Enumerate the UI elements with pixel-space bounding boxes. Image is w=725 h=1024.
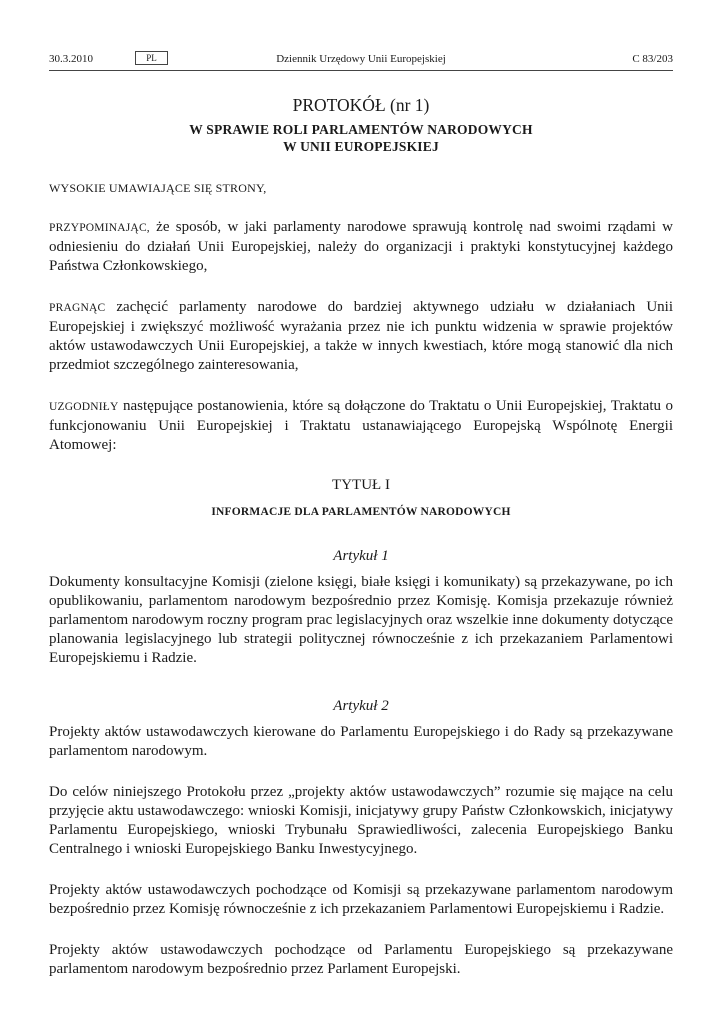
page-reference: C 83/203: [632, 53, 673, 65]
title-subheading: INFORMACJE DLA PARLAMENTÓW NARODOWYCH: [211, 506, 511, 518]
preamble-lead-2: PRAGNĄC: [49, 302, 106, 314]
language-badge: PL: [135, 51, 168, 65]
preamble-paragraph-1: [49, 218, 673, 276]
protocol-subtitle-line2: W UNII EUROPEJSKIEJ: [283, 139, 439, 154]
article-2-paragraph-1: Projekty aktów ustawodawczych kierowane do Parlamentu Europejskiego i do Rady są przekazywane parlamentom narodowym.: [49, 724, 673, 759]
protocol-subtitle-line1: W SPRAWIE ROLI PARLAMENTÓW NARODOWYCH: [189, 122, 533, 137]
article-1-heading: Artykuł 1: [333, 548, 389, 564]
preamble-text-2: zachęcić parlamenty narodowe do bardziej aktywnego udziału w działaniach Unii Europejskiej i zwiększyć możliwość wyrażania przez nie ich punktu widzenia w sprawie projektów aktów ustawodawczych Unii Europejskiej, a także w innych kwestiach, które mogą stanowić dla nich przedmiot szczególnego zainteresowania,: [49, 299, 673, 373]
protocol-title: PROTOKÓŁ (nr 1): [292, 95, 430, 115]
preamble-paragraph-3: [49, 397, 673, 455]
preamble-lead-1: PRZYPOMINAJĄC,: [49, 222, 150, 234]
preamble-paragraph-2: [49, 298, 673, 375]
header-date: 30.3.2010: [49, 53, 93, 65]
preamble-text-3: następujące postanowienia, które są dołączone do Traktatu o Unii Europejskiej, Traktatu o funkcjonowaniu Unii Europejskiej i Traktatu ustanawiającego Europejską Wspólnotę Energii Atomowej:: [49, 398, 673, 453]
title-heading: TYTUŁ I: [332, 477, 390, 493]
article-2-heading: Artykuł 2: [333, 698, 389, 714]
preamble-lead-3: UZGODNIŁY: [49, 401, 119, 413]
document-body: [49, 94, 673, 979]
journal-name: Dziennik Urzędowy Unii Europejskiej: [276, 53, 446, 65]
article-2-paragraph-2: Do celów niniejszego Protokołu przez „projekty aktów ustawodawczych” rozumie się mające na celu przyjęcie aktu ustawodawczego: wnioski Komisji, inicjatywy grupy Państw Członkowskich, inicjatywy Parlamentu Europejskiego, wnioski Trybunału Sprawiedliwości, zalecenia Europejskiego Banku Centralnego i wnioski Europejskiego Banku Inwestycyjnego.: [49, 784, 673, 857]
article-2-paragraph-4: Projekty aktów ustawodawczych pochodzące od Parlamentu Europejskiego są przekazywane parlamentom narodowym bezpośrednio przez Parlament Europejski.: [49, 942, 673, 977]
article-2-paragraph-3: Projekty aktów ustawodawczych pochodzące od Komisji są przekazywane parlamentom narodowym bezpośrednio przez Komisję równocześnie z ich przekazaniem Parlamentowi Europejskiemu i Radzie.: [49, 882, 673, 917]
page-header: [49, 50, 673, 71]
article-1-text: Dokumenty konsultacyjne Komisji (zielone księgi, białe księgi i komunikaty) są przekazywane, po ich opublikowaniu, parlamentom narodowym bezpośrednio przez Komisję. Komisja przekazuje również parlamentom narodowym roczny program prac legislacyjnych oraz wszelkie inne dokumenty dotyczące planowania legislacyjnego lub strategii politycznej równocześnie z ich przekazaniem Parlamentowi Europejskiemu i Radzie.: [49, 574, 673, 666]
protocol-subtitle: [49, 121, 673, 155]
parties-line: WYSOKIE UMAWIAJĄCE SIĘ STRONY,: [49, 181, 267, 195]
preamble-text-1: że sposób, w jaki parlamenty narodowe sprawują kontrolę nad swoimi rządami w odniesieniu do działań Unii Europejskiej, należy do organizacji i praktyki konstytucyjnej każdego Państwa Członkowskiego,: [49, 219, 673, 274]
